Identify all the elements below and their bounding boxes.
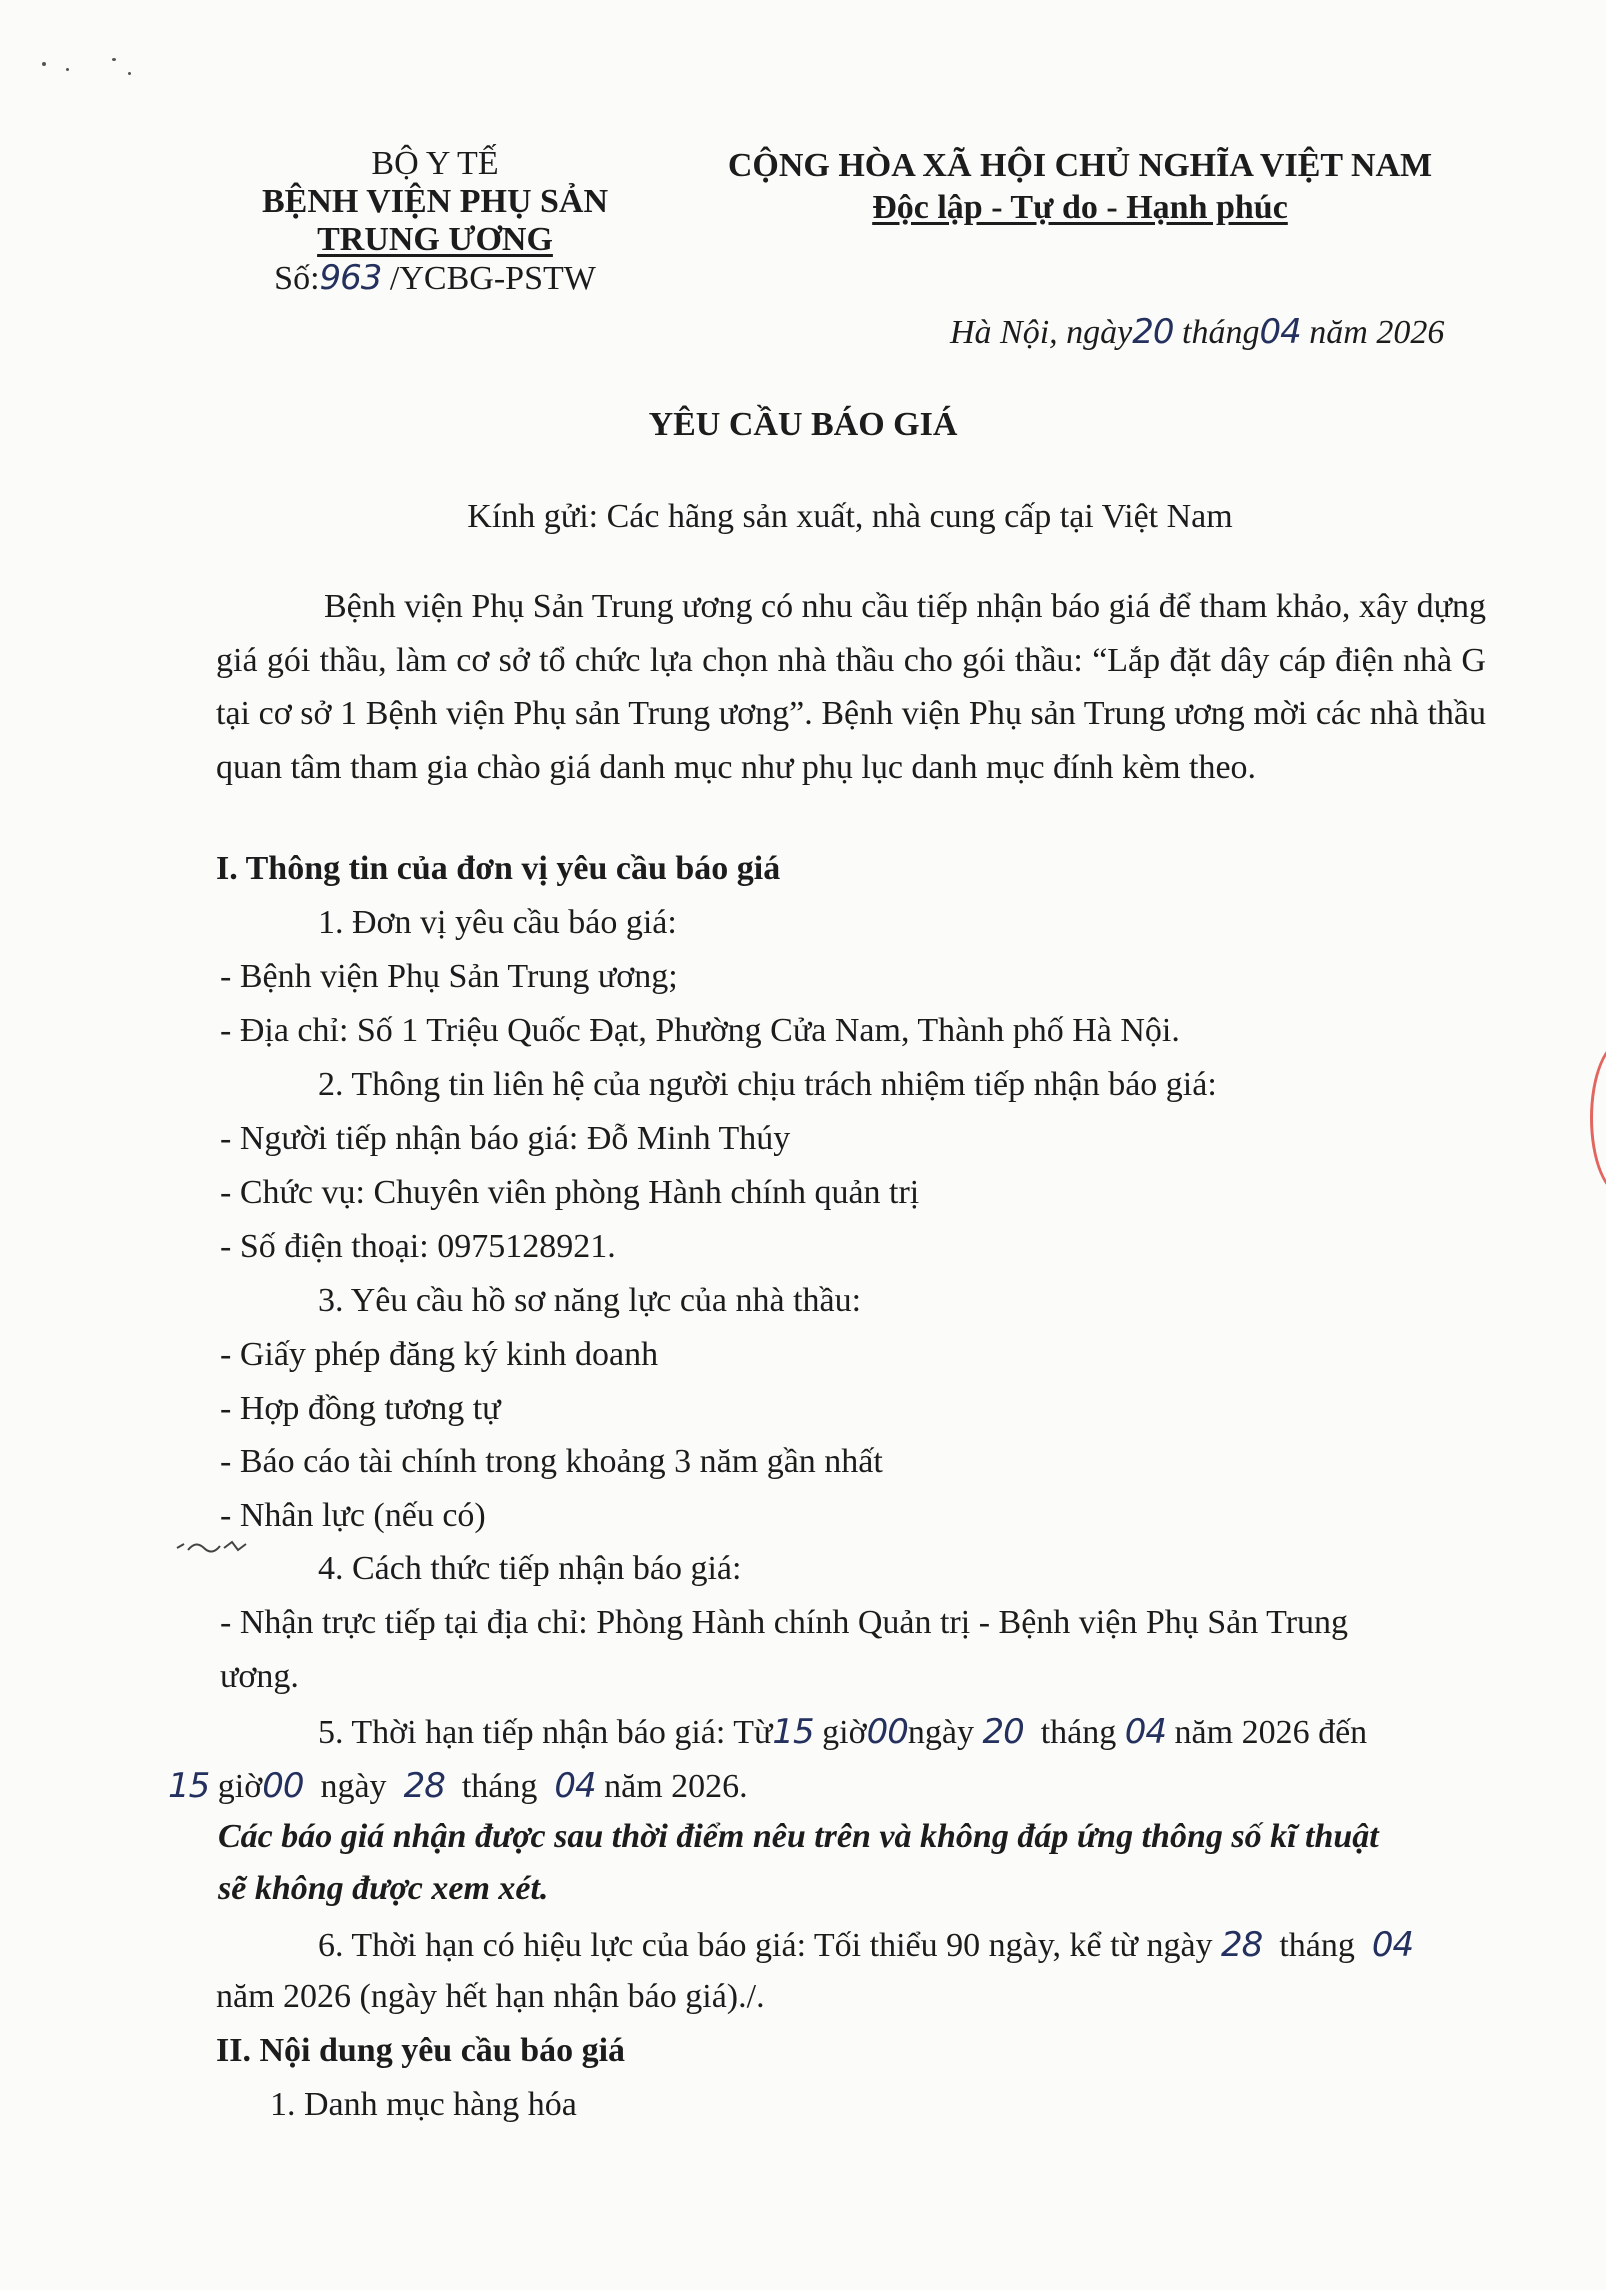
item2-position: - Chức vụ: Chuyên viên phòng Hành chính quản trị [220, 1174, 920, 1211]
item6-line1 [318, 1925, 1413, 1965]
item5-text: ngày [320, 1768, 387, 1805]
section2-heading: II. Nội dung yêu cầu báo giá [216, 2032, 626, 2069]
intro-paragraph: Bệnh viện Phụ Sản Trung ương có nhu cầu tiếp nhận báo giá để tham khảo, xây dựng giá gói thầu, làm cơ sở tổ chức lựa chọn nhà thầu cho gói thầu: “Lắp đặt dây cáp điện nhà G tại cơ sở 1 Bệnh viện Phụ sản Trung ương”. Bệnh viện Phụ sản Trung ương mời các nhà thầu quan tâm tham gia chào giá danh mục như phụ lục danh mục đính kèm theo. [216, 588, 1486, 786]
hospital-name-line2: TRUNG ƯƠNG [317, 221, 553, 258]
item6-line2: năm 2026 (ngày hết hạn nhận báo giá)./. [216, 1978, 765, 2015]
item6-day: 28 [1221, 1925, 1263, 1965]
item3-title: 3. Yêu cầu hồ sơ năng lực của nhà thầu: [318, 1282, 862, 1319]
item2-phone: - Số điện thoại: 0975128921. [220, 1228, 616, 1265]
date-month: 04 [1259, 312, 1301, 352]
country-name: CỘNG HÒA XÃ HỘI CHỦ NGHĨA VIỆT NAM [727, 147, 1433, 184]
item6-text: 6. Thời hạn có hiệu lực của báo giá: Tối thiểu 90 ngày, kể từ ngày [318, 1927, 1213, 1964]
greeting: Kính gửi: Các hãng sản xuất, nhà cung cấp tại Việt Nam [467, 498, 1233, 535]
national-motto: Độc lập - Tự do - Hạnh phúc [872, 189, 1288, 226]
warning-line1: Các báo giá nhận được sau thời điểm nêu trên và không đáp ứng thông số kĩ thuật [218, 1818, 1379, 1855]
hospital-name-line1: BỆNH VIỆN PHỤ SẢN [261, 183, 609, 220]
item5-text: năm 2026 đến [1174, 1714, 1368, 1751]
item6-month: 04 [1371, 1925, 1414, 1965]
item5-line2 [168, 1766, 748, 1806]
document-date [950, 312, 1444, 352]
national-heading [720, 145, 1440, 229]
item5-start-hour: 15 [772, 1712, 814, 1752]
item4-title: 4. Cách thức tiếp nhận báo giá: [318, 1550, 742, 1587]
item5-end-minute: 00 [262, 1766, 304, 1806]
date-day: 20 [1132, 312, 1174, 352]
item3-requirement: - Hợp đồng tương tự [220, 1390, 501, 1427]
item6-text: tháng [1279, 1927, 1355, 1964]
scan-speck [112, 58, 116, 61]
item4-line1: - Nhận trực tiếp tại địa chỉ: Phòng Hành chính Quản trị - Bệnh viện Phụ Sản Trung [220, 1604, 1349, 1641]
item5-start-minute: 00 [866, 1712, 908, 1752]
item1-name: - Bệnh viện Phụ Sản Trung ương; [220, 958, 678, 995]
ministry-name: BỘ Y TẾ [371, 145, 499, 182]
scan-speck [42, 62, 46, 66]
item5-text: ngày [907, 1714, 974, 1751]
item1-title: 1. Đơn vị yêu cầu báo giá: [318, 904, 677, 941]
item3-requirement: - Giấy phép đăng ký kinh doanh [220, 1336, 659, 1373]
item5-start-month: 04 [1124, 1712, 1167, 1752]
item5-text: 5. Thời hạn tiếp nhận báo giá: Từ [318, 1714, 773, 1751]
item5-start-day: 20 [982, 1712, 1024, 1752]
item5-line1 [318, 1712, 1367, 1752]
scan-speck [66, 68, 69, 71]
item5-end-day: 28 [403, 1766, 445, 1806]
document-title: YÊU CẦU BÁO GIÁ [648, 406, 958, 443]
warning-line2: sẽ không được xem xét. [218, 1870, 549, 1907]
item5-text: giờ [217, 1768, 263, 1805]
issuer-block [230, 145, 640, 298]
item4-line2: ương. [220, 1658, 299, 1695]
scan-speck [128, 72, 131, 75]
date-month-label: tháng [1182, 314, 1260, 351]
item5-text: năm 2026. [604, 1768, 748, 1805]
item5-text: tháng [1040, 1714, 1117, 1751]
pen-scribble-mark [172, 1530, 262, 1560]
item2-person: - Người tiếp nhận báo giá: Đỗ Minh Thúy [220, 1120, 791, 1157]
item5-end-month: 04 [554, 1766, 596, 1806]
document-number [230, 259, 640, 298]
item5-text: giờ [822, 1714, 867, 1751]
section1-heading: I. Thông tin của đơn vị yêu cầu báo giá [216, 850, 781, 887]
date-prefix: Hà Nội, ngày [950, 314, 1133, 351]
item2-title: 2. Thông tin liên hệ của người chịu trách nhiệm tiếp nhận báo giá: [318, 1066, 1217, 1103]
date-year: năm 2026 [1309, 314, 1445, 351]
red-stamp-edge [1590, 1040, 1606, 1196]
item1-address: - Địa chỉ: Số 1 Triệu Quốc Đạt, Phường Cửa Nam, Thành phố Hà Nội. [220, 1012, 1180, 1049]
item3-requirement: - Báo cáo tài chính trong khoảng 3 năm gần nhất [220, 1443, 883, 1480]
item3-requirement: - Nhân lực (nếu có) [220, 1497, 486, 1534]
section2-item1: 1. Danh mục hàng hóa [270, 2086, 577, 2123]
number-prefix: Số: [274, 260, 320, 297]
handwritten-number: 963 [319, 258, 382, 298]
item5-text: tháng [461, 1768, 538, 1805]
item5-end-hour: 15 [168, 1766, 210, 1806]
number-suffix: /YCBG-PSTW [389, 260, 596, 297]
